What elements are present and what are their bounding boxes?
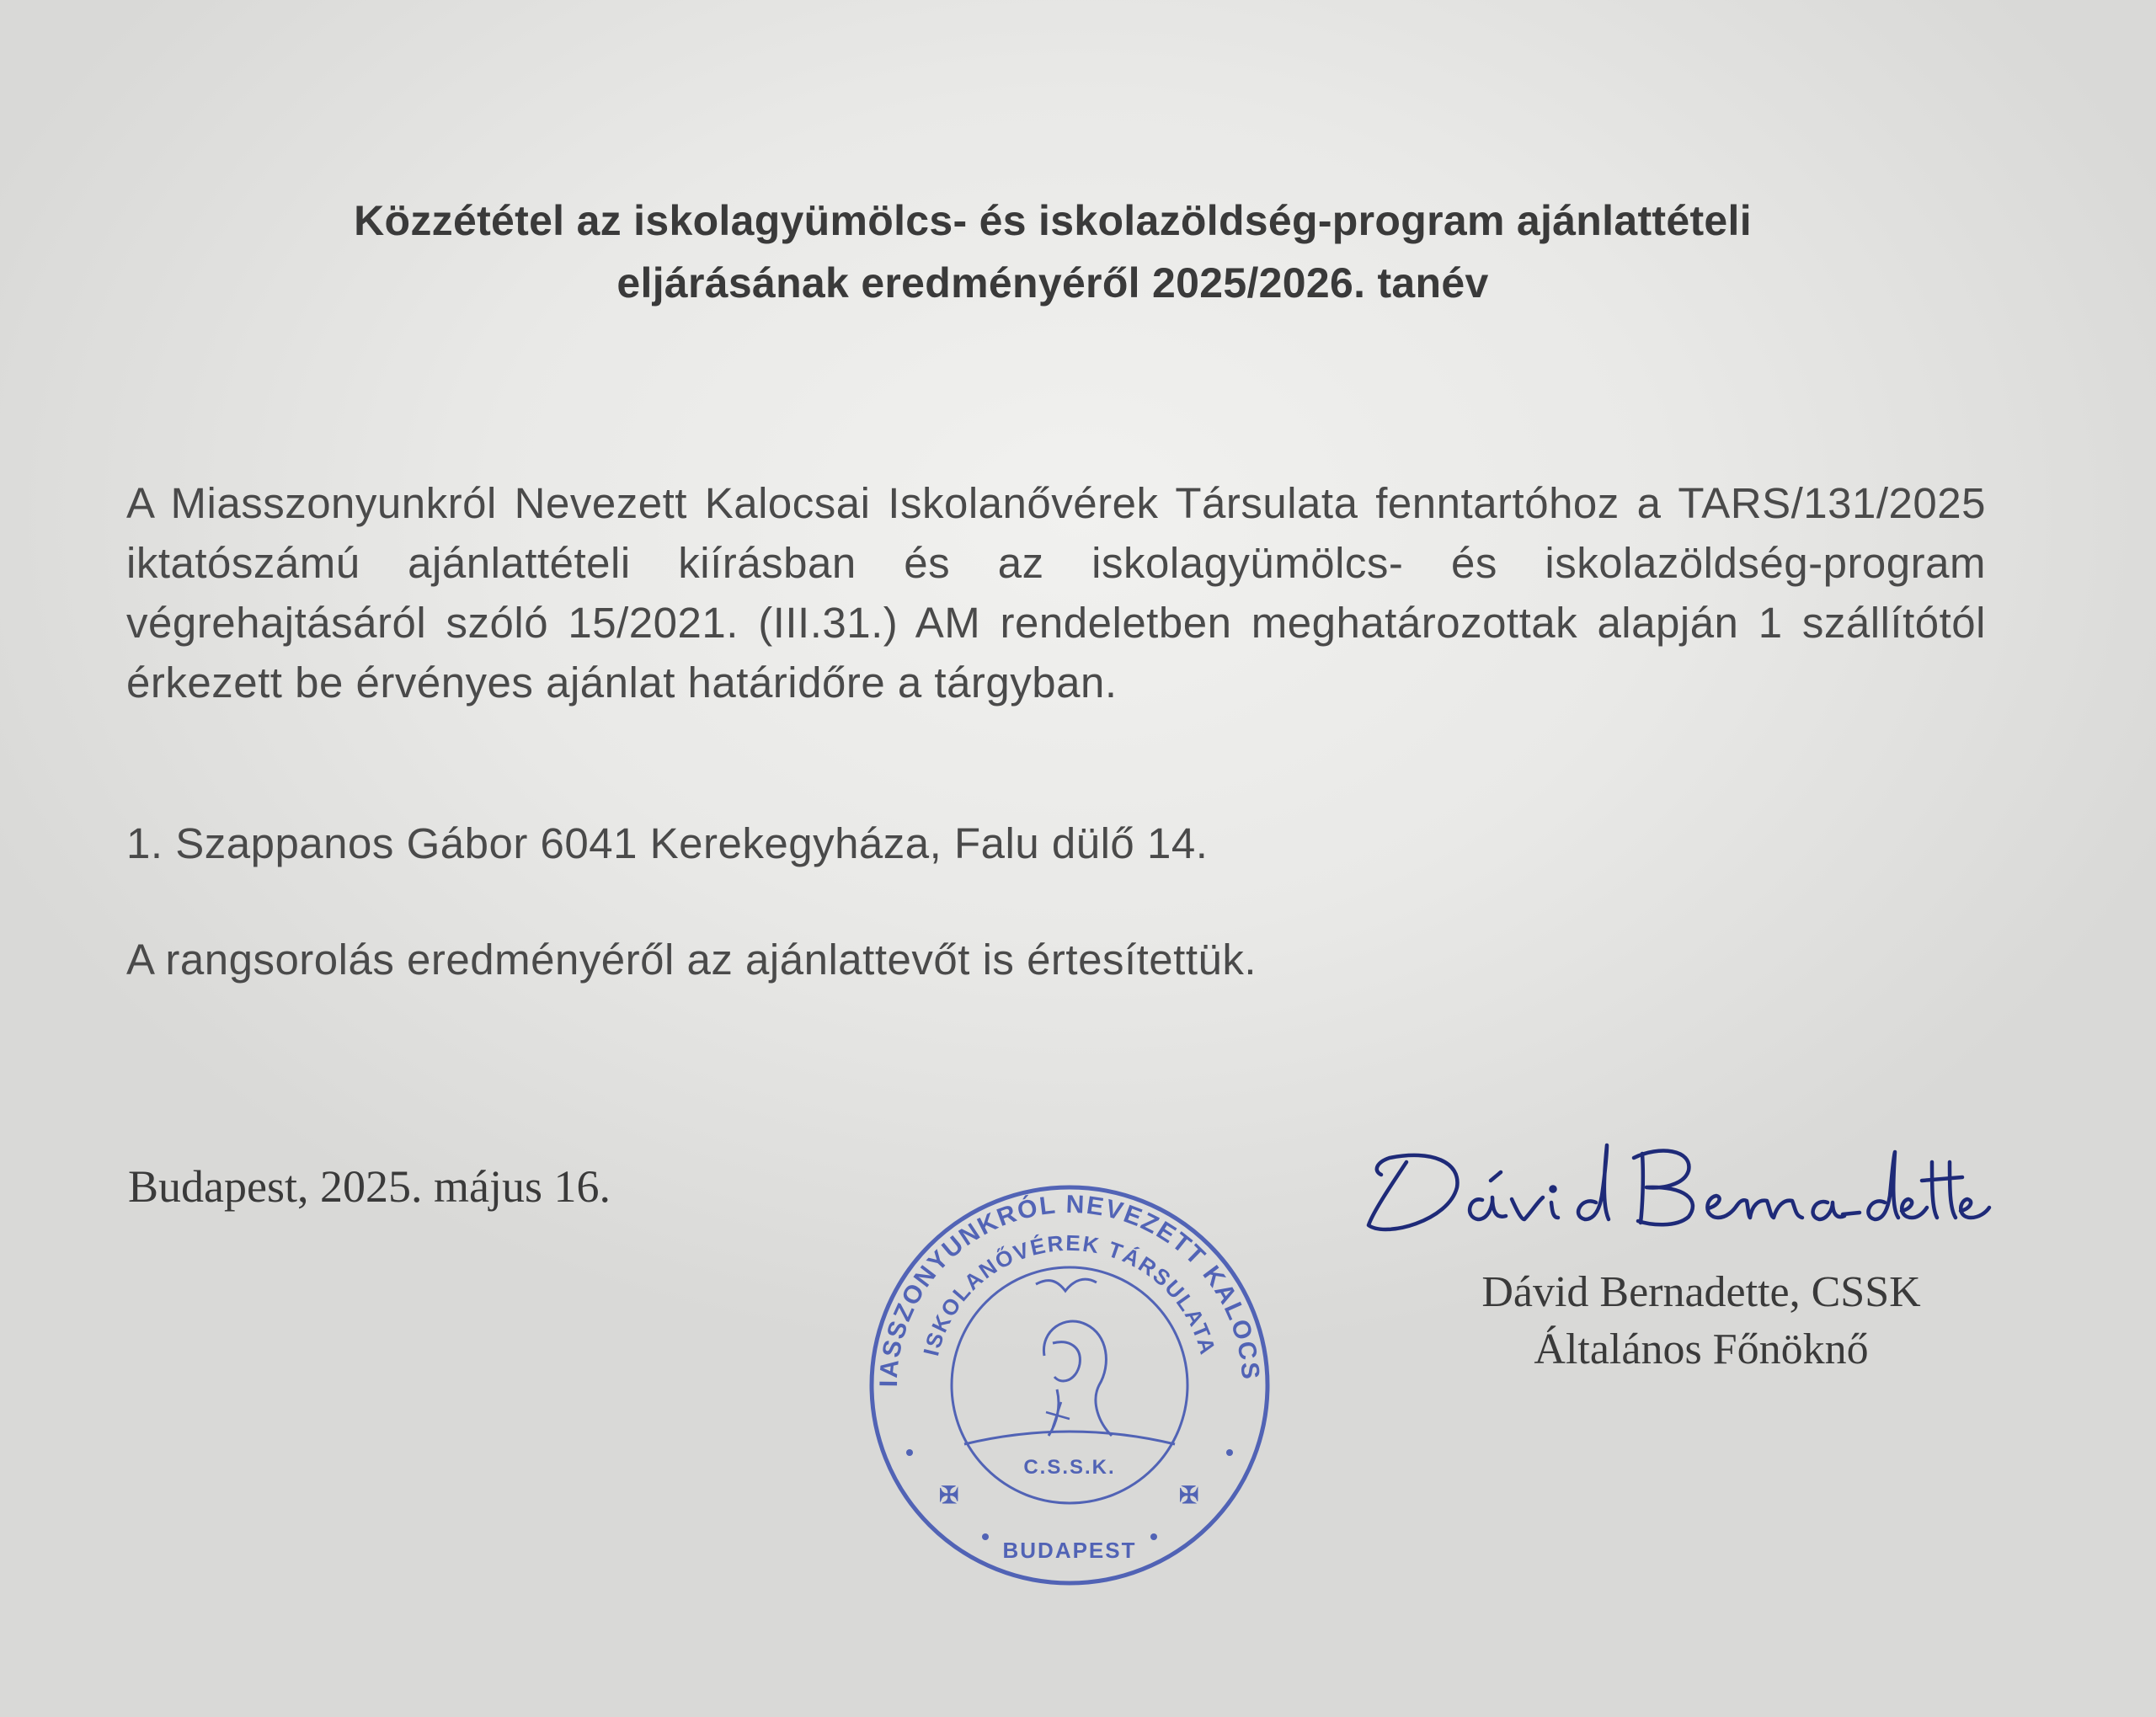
supplier-line: 1. Szappanos Gábor 6041 Kerekegyháza, Falu dülő 14. [126, 819, 1209, 867]
svg-text:MIASSZONYUNKRÓL NEVEZETT KALOC: IASSZONYUNKRÓL NEVEZETT KALOCS [874, 1190, 1265, 1388]
svg-text:✠: ✠ [1179, 1482, 1199, 1508]
signer-title: Általános Főnöknő [1534, 1325, 1869, 1373]
signer-name: Dávid Bernadette, CSSK [1481, 1268, 1921, 1316]
title-line-1: Közzététel az iskolagyümölcs- és iskolazöldség-program ajánlattételi [354, 197, 1752, 244]
svg-text:✠: ✠ [939, 1482, 959, 1508]
official-stamp [859, 1175, 1280, 1596]
title-line-2: eljárásának eredményéről 2025/2026. tanév [616, 259, 1489, 307]
document-title [168, 189, 1937, 314]
main-paragraph: A Miasszonyunkról Nevezett Kalocsai Iskolanővérek Társulata fenntartóhoz a TARS/131/2025 iktatószámú ajánlattételi kiírásban és az iskolagyümölcs- és iskolazöldség-program végrehajtásáról szóló 15/2021. (III.31.) AM rendeletben meghatározottak alapján 1 szállítótól érkezett be érvényes ajánlat határidőre a tárgyban. [126, 479, 1986, 707]
svg-text:C.S.S.K.: C.S.S.K. [1023, 1456, 1116, 1479]
place-date: Budapest, 2025. május 16. [128, 1161, 611, 1212]
notice-line: A rangsorolás eredményéről az ajánlattevőt is értesítettük. [126, 936, 1257, 984]
svg-text:ISKOLANŐVÉREK TÁRSULATA: ISKOLANŐVÉREK TÁRSULATA [918, 1229, 1221, 1359]
svg-text:BUDAPEST: BUDAPEST [1002, 1538, 1137, 1563]
handwritten-signature [1356, 1128, 1996, 1246]
